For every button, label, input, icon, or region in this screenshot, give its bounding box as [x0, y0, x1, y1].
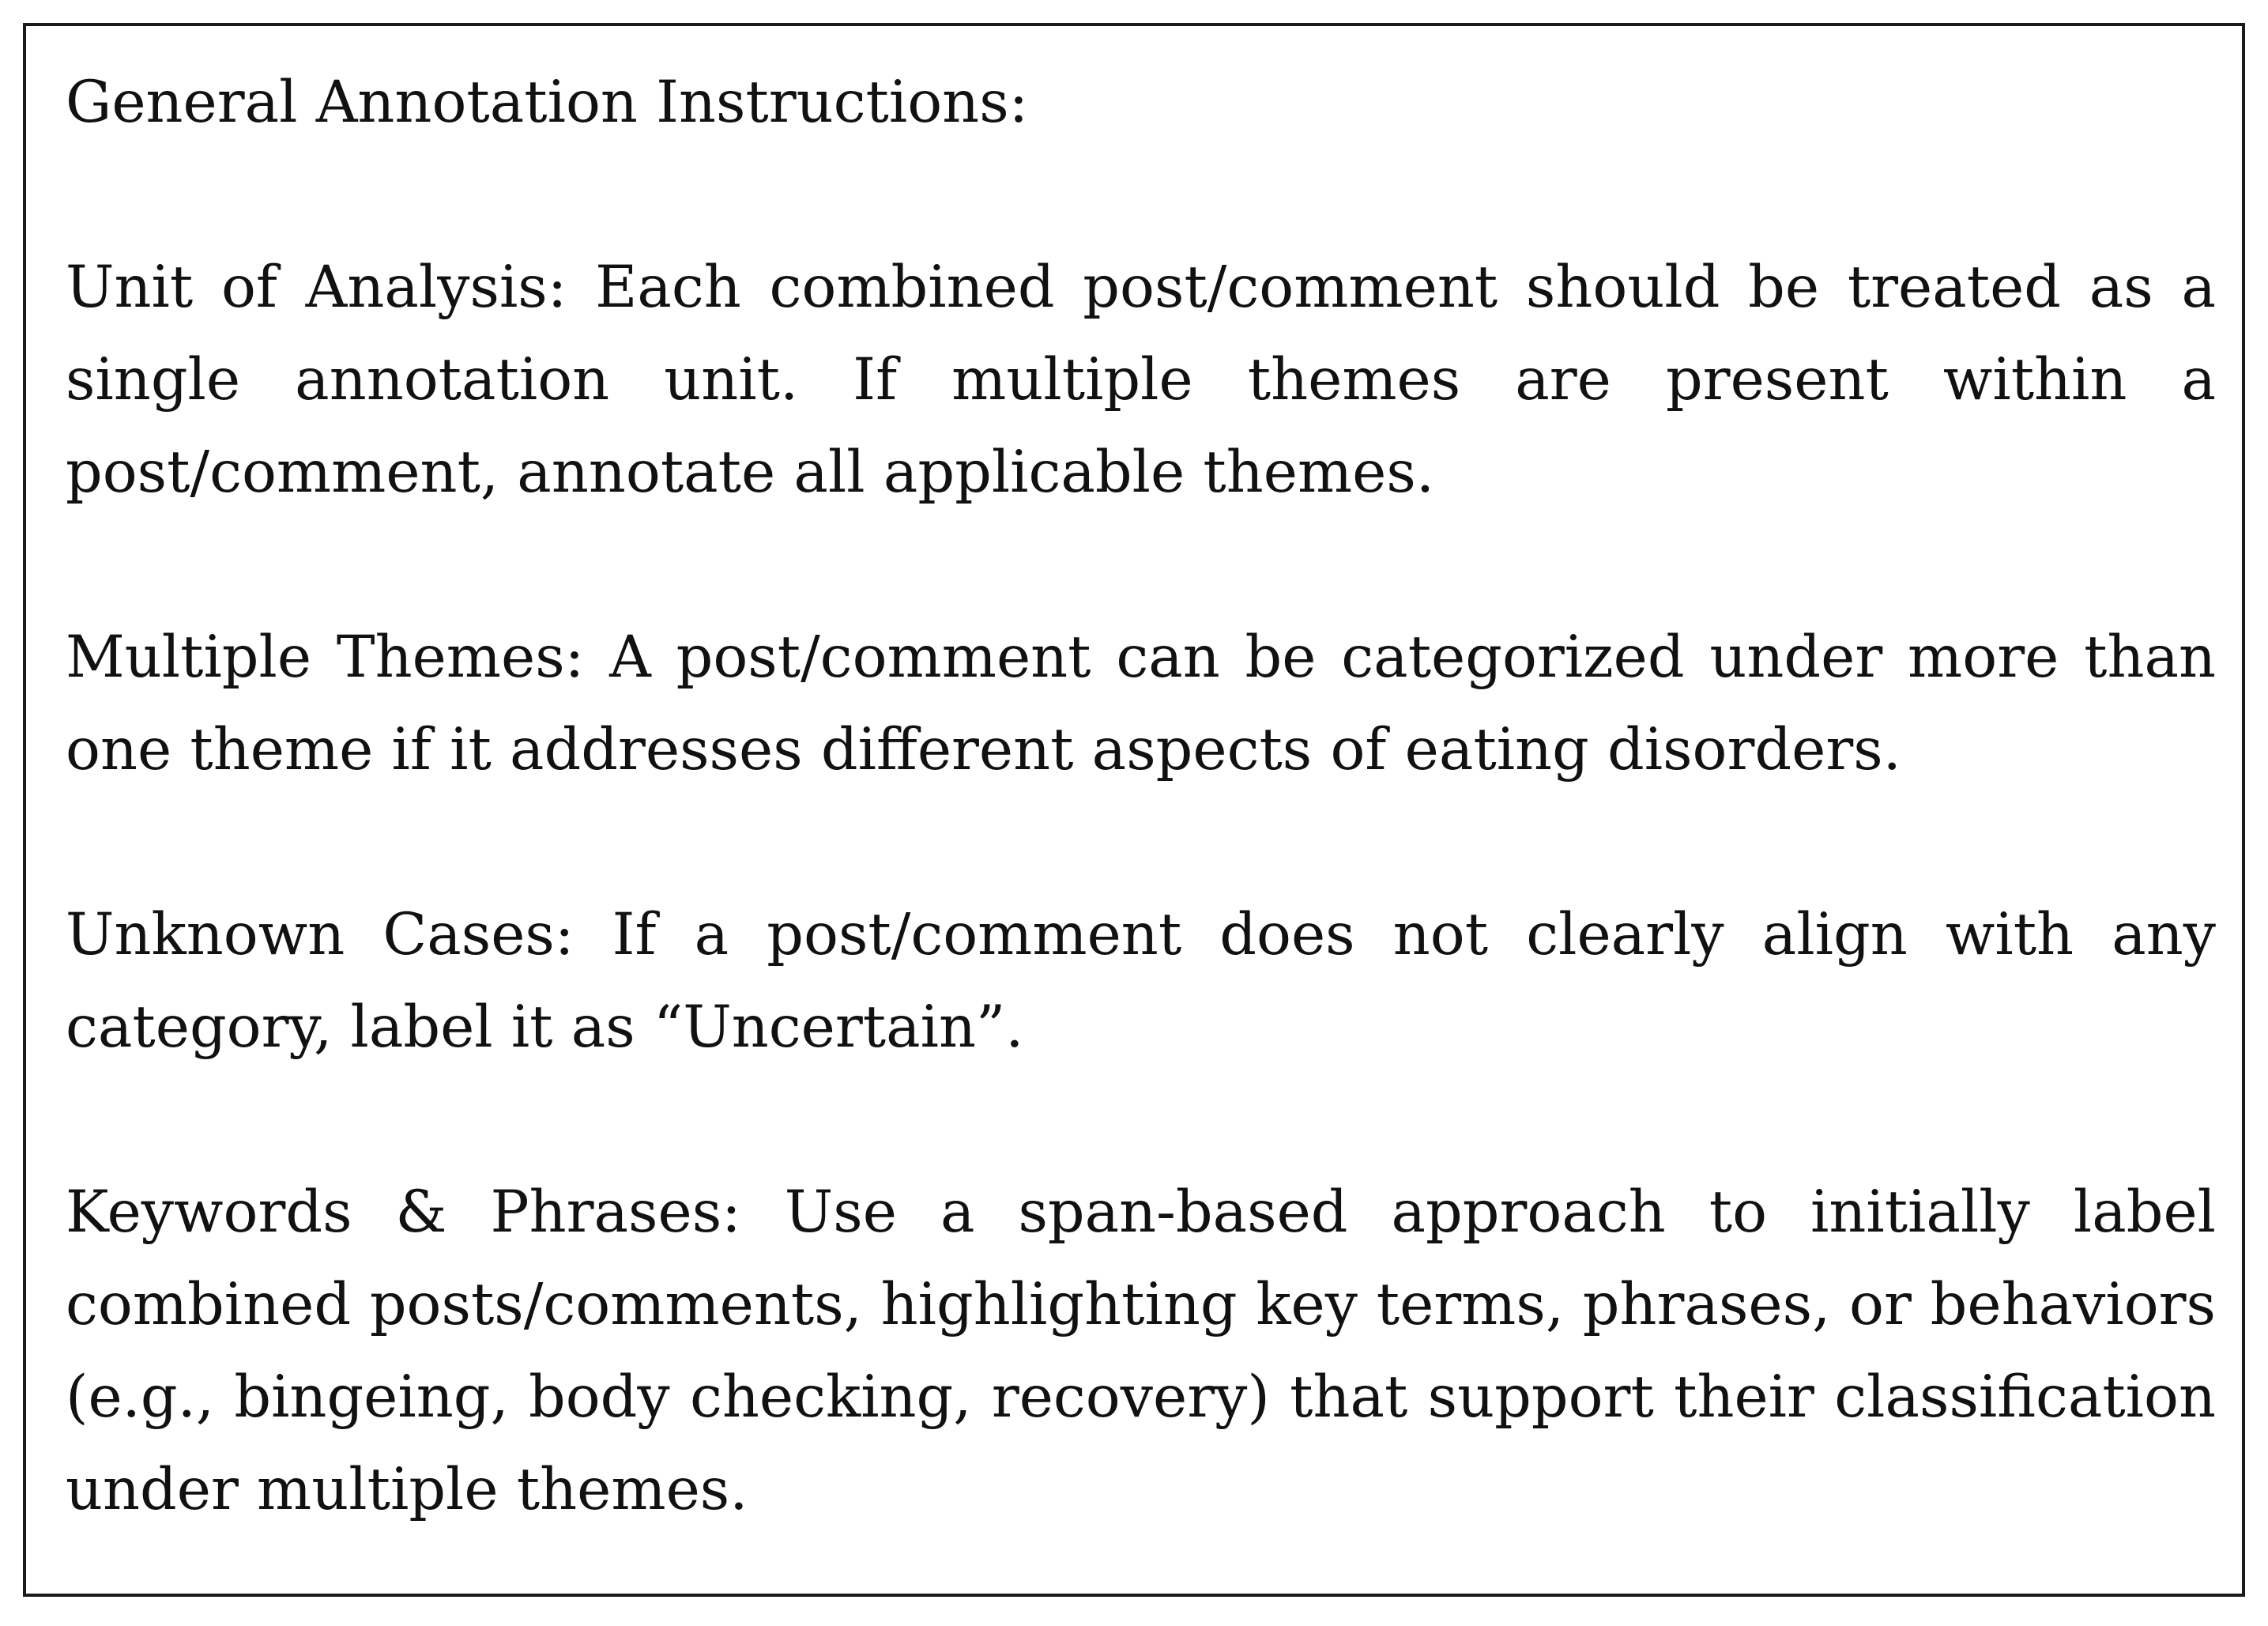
paragraph-unknown-cases: Unknown Cases: If a post/comment does not clearly align with any category, label it as “Uncertain”. [66, 901, 2216, 1061]
paragraph-multiple-themes: Multiple Themes: A post/comment can be categorized under more than one theme if it addresses different aspects of eating disorders. [66, 624, 2216, 783]
instructions-heading: General Annotation Instructions: [66, 69, 1029, 136]
paragraph-keywords-phrases: Keywords & Phrases: Use a span-based approach to initially label combined posts/comments, highlighting key terms, phrases, or behaviors (e.g., bingeing, body checking, recovery) that support their classification under multiple themes. [66, 1179, 2216, 1523]
paragraph-unit-of-analysis: Unit of Analysis: Each combined post/comment should be treated as a single annotation unit. If multiple themes are present within a post/comment, annotate all applicable themes. [66, 254, 2216, 506]
instructions-box [23, 23, 2245, 1597]
instructions-content [66, 56, 2216, 1536]
